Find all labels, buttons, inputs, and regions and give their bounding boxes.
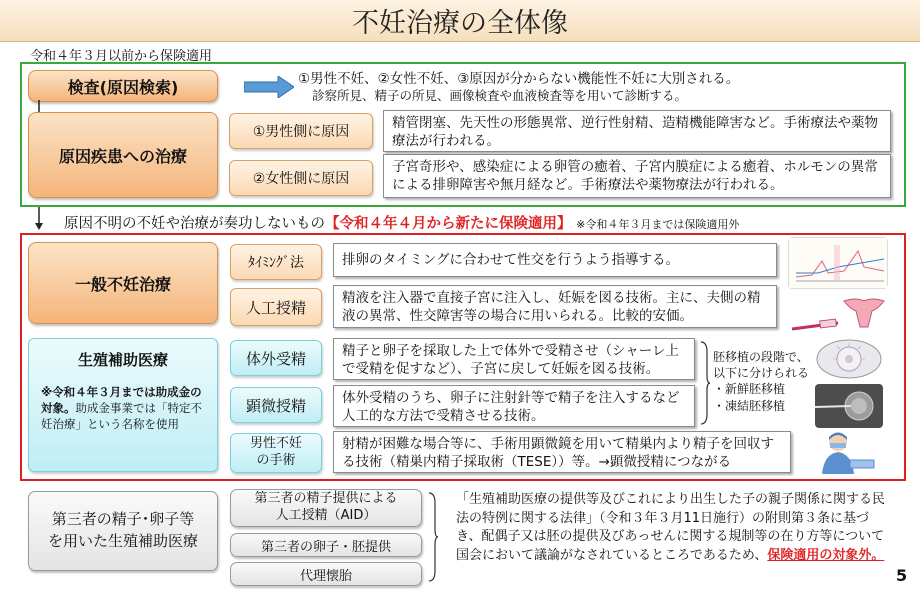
art-note-bold: ※令和４年３月までは助成金の対象。 — [41, 385, 202, 416]
art-note-rest: 助成金事業では「特定不妊治療」という名称を使用 — [41, 401, 202, 432]
page-number: 5 — [896, 566, 908, 585]
third-party-desc — [456, 491, 886, 565]
new-coverage-lead: 原因不明の不妊や治療が奏功しないもの — [64, 216, 325, 232]
new-coverage-note: ※令和４年３月までは保険適用外 — [576, 218, 740, 231]
brace-icon — [427, 491, 439, 583]
third-party-desc-red: 保険適用の対象外。 — [767, 547, 885, 563]
artificial-insemination-desc: 精液を注入器で直接子宮に注入し、妊娠を図る技術。主に、夫側の精液の異常、性交障害等の場合に用いられる。比較的安価。 — [333, 285, 777, 328]
icsi-desc: 体外受精のうち、卵子に注射針等で精子を注入するなど人工的な方法で受精させる技術。 — [333, 385, 695, 427]
male-surgery-box — [230, 433, 322, 473]
petri-dish-illustration — [815, 338, 883, 380]
arrow-right-icon — [244, 76, 294, 98]
ivf-desc: 精子と卵子を採取した上で体外で受精させ（シャーレ上で受精を促すなど）、子宮に戻して妊娠を図る技術。 — [333, 338, 695, 380]
option-aid-line2: 人工授精（AID） — [275, 508, 377, 523]
female-cause-desc: 子宮奇形や、感染症による卵管の癒着、子宮内膜症による癒着、ホルモンの異常による排卵障害や無月経など。手術療法や薬物療法が行われる。 — [383, 154, 891, 198]
embryo-transfer-item2: ・凍結胚移植 — [713, 398, 786, 413]
surgeon-illustration — [820, 430, 876, 474]
uterus-syringe-illustration — [790, 293, 886, 335]
ivf-box: 体外受精 — [230, 340, 322, 376]
embryo-transfer-item1: ・新鮮胚移植 — [713, 382, 786, 397]
ovulation-chart-illustration — [788, 237, 888, 289]
third-party-label-1: 第三者の精子･卵子等 — [51, 510, 195, 529]
timing-method-desc: 排卵のタイミングに合わせて性交を行うよう指導する。 — [333, 243, 777, 277]
embryo-transfer-line1: 胚移植の段階で、 — [713, 350, 809, 364]
artificial-insemination-box: 人工授精 — [230, 288, 322, 326]
exam-desc-2: 診察所見、精子の所見、画像検査や血液検査等を用いて診断する。 — [312, 88, 688, 103]
brace-icon — [699, 340, 711, 426]
down-arrow-icon — [32, 207, 46, 231]
exam-desc-1: ①男性不妊、②女性不妊、③原因が分からない機能性不妊に大別される。 — [298, 71, 740, 87]
third-party-option-surrogacy: 代理懐胎 — [230, 562, 422, 586]
cause-treatment-box: 原因疾患への治療 — [28, 112, 218, 198]
female-cause-box: ②女性側に原因 — [229, 160, 373, 196]
male-surgery-label-1: 男性不妊 — [249, 436, 302, 452]
embryo-transfer-note — [713, 349, 809, 414]
male-surgery-label-2: の手術 — [256, 453, 296, 468]
art-box — [28, 338, 218, 472]
third-party-option-aid — [230, 489, 422, 527]
third-party-option-egg: 第三者の卵子・胚提供 — [230, 533, 422, 557]
insured-before-label: 令和４年３月以前から保険適用 — [30, 49, 213, 64]
new-coverage-highlight: 【令和４年４月から新たに保険適用】 — [325, 216, 572, 232]
male-cause-desc: 精管閉塞、先天性の形態異常、逆行性射精、造精機能障害など。手術療法や薬物療法が行われる。 — [383, 110, 891, 152]
male-surgery-desc: 射精が困難な場合等に、手術用顕微鏡を用いて精巣内より精子を回収する技術（精巣内精子採取術（TESE））等。→顕微授精につながる — [333, 431, 791, 473]
new-coverage-line — [64, 212, 739, 233]
timing-method-box: ﾀｲﾐﾝｸﾞ法 — [230, 244, 322, 280]
microinjection-illustration — [815, 384, 883, 428]
third-party-art-box — [28, 491, 218, 571]
third-party-desc-text: 「生殖補助医療の提供等及びこれにより出生した子の親子関係に関する民法の特例に関する法律」（令和３年３月11日施行）の附則第３条に基づき、配偶子又は胚の提供及びあっせんに関する規制等の在り方等について国会において議論がなされているところであるため、 — [456, 492, 886, 563]
exam-box: 検査(原因検索) — [28, 70, 218, 102]
art-label: 生殖補助医療 — [77, 351, 168, 369]
page-title: 不妊治療の全体像 — [0, 0, 920, 42]
art-note — [41, 384, 205, 432]
option-aid-line1: 第三者の精子提供による — [254, 491, 398, 507]
embryo-transfer-line2: 以下に分けられる — [713, 366, 810, 381]
male-cause-box: ①男性側に原因 — [229, 113, 373, 149]
third-party-label-2: を用いた生殖補助医療 — [47, 532, 198, 550]
icsi-box: 顕微授精 — [230, 387, 322, 423]
general-infertility-box: 一般不妊治療 — [28, 242, 218, 324]
